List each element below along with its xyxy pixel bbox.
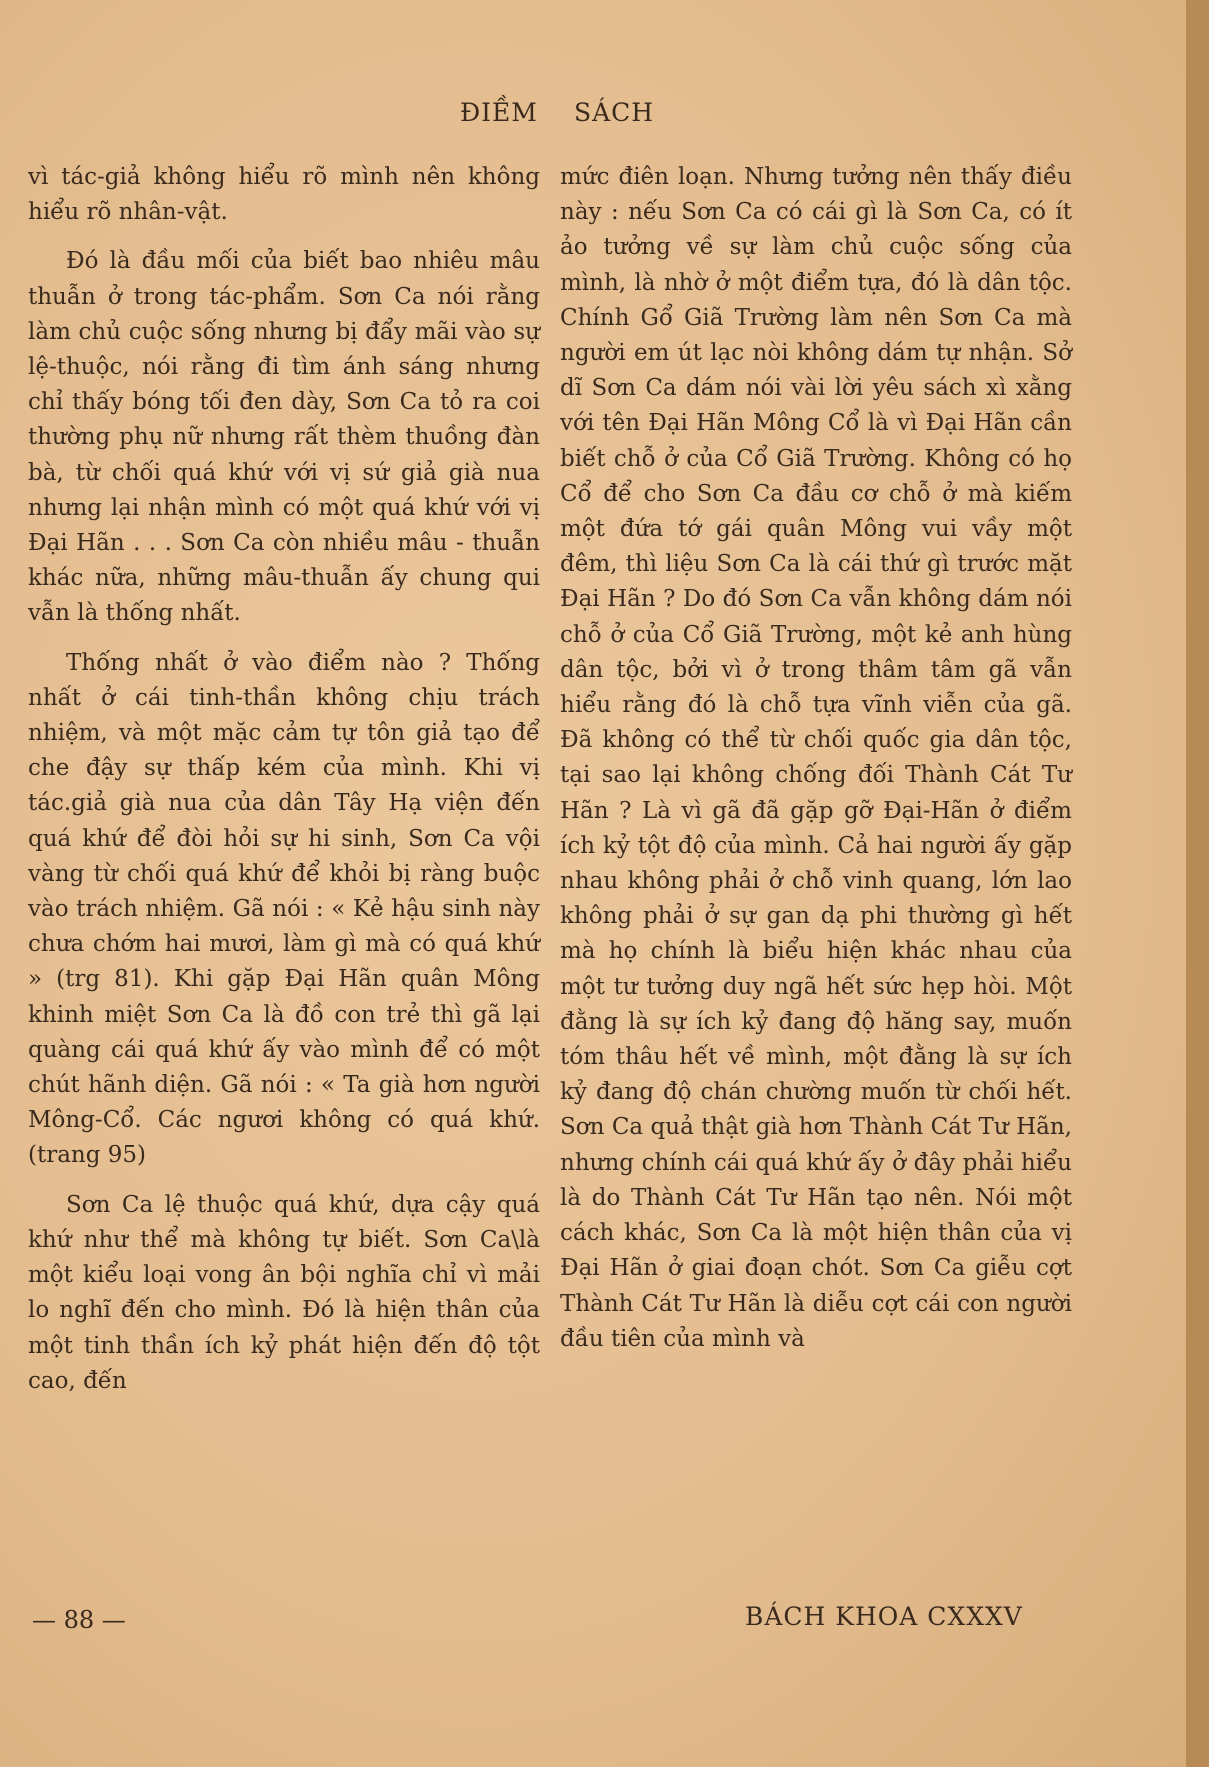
header-left: ĐIỀM	[460, 98, 538, 127]
paragraph: vì tác-giả không hiểu rõ mình nên không hiểu rõ nhân-vật.	[28, 164, 540, 226]
page-number: — 88 —	[32, 1606, 126, 1634]
paragraph: Thống nhất ở vào điểm nào ? Thống nhất ở cái tinh-thần không chịu trách nhiệm, và một mặc cảm tự tôn giả tạo để che đậy sự thấp kém của mình. Khi vị tác.giả già nua của dân Tây Hạ viện đến quá khứ để đòi hỏi sự hi sinh, Sơn Ca vội vàng từ chối quá khứ để khỏi bị ràng buộc vào trách nhiệm. Gã nói : « Kẻ hậu sinh này chưa chớm hai mươi, làm gì mà có quá khứ » (trg 81). Khi gặp Đại Hãn quân Mông khinh miệt Sơn Ca là đồ con trẻ thì gã lại quàng cái quá khứ ấy vào mình để có một chút hãnh diện. Gã nói : « Ta già hơn người Mông-Cổ. Các ngươi không có quá khứ. (trang 95)	[28, 649, 540, 1169]
paragraph: Đó là đầu mối của biết bao nhiêu mâu thuẫn ở trong tác-phẩm. Sơn Ca nói rằng làm chủ cuộc sống nhưng bị đẩy mãi vào sự lệ-thuộc, nói rằng đi tìm ánh sáng nhưng chỉ thấy bóng tối đen dày, Sơn Ca tỏ ra coi thường phụ nữ nhưng rất thèm thuồng đàn bà, từ chối quá khứ với vị sứ giả già nua nhưng lại nhận mình có một quá khứ với vị Đại Hãn . . . Sơn Ca còn nhiều mâu - thuẫn khác nữa, những mâu-thuẫn ấy chung qui vẫn là thống nhất.	[28, 248, 540, 627]
paragraph: mức điên loạn. Nhưng tưởng nên thấy điều này : nếu Sơn Ca có cái gì là Sơn Ca, có ít ảo tưởng về sự làm chủ cuộc sống của mình, là nhờ ở một điểm tựa, đó là dân tộc. Chính Gổ Giã Trường làm nên Sơn Ca mà người em út lạc nòi không dám tự nhận. Sở dĩ Sơn Ca dám nói vài lời yêu sách xì xằng với tên Đại Hãn Mông Cổ là vì Đại Hãn cần biết chỗ ở của Cổ Giã Trường. Không có họ Cổ để cho Sơn Ca đầu cơ chỗ ở mà kiếm một đứa tớ gái quân Mông vui vầy một đêm, thì liệu Sơn Ca là cái thứ gì trước mặt Đại Hãn ? Do đó Sơn Ca vẫn không dám nói chỗ ở của Cổ Giã Trường, một kẻ anh hùng dân tộc, bởi vì ở trong thâm tâm gã vẫn hiểu rằng đó là chỗ tựa vĩnh viễn của gã. Đã không có thể từ chối quốc gia dân tộc, tại sao lại không chống đối Thành Cát Tư Hãn ? Là vì gã đã gặp gỡ Đại-Hãn ở điểm ích kỷ tột độ của mình. Cả hai người ấy gặp nhau không phải ở chỗ vinh quang, lớn lao không phải ở sự gan dạ phi thường gì hết mà họ chính là biểu hiện khác nhau của một tư tưởng duy ngã hết sức hẹp hòi. Một đằng là sự ích kỷ đang độ hăng say, muốn tóm thâu hết về mình, một đằng là sự ích kỷ đang độ chán chường muốn từ chối hết. Sơn Ca quả thật già hơn Thành Cát Tư Hãn, nhưng chính cái quá khứ ấy ở đây phải hiểu là do Thành Cát Tư Hãn tạo nên. Nói một cách khác, Sơn Ca là một hiện thân của vị Đại Hãn ở giai đoạn chót. Sơn Ca giễu cợt Thành Cát Tư Hãn là diễu cợt cái con người đầu tiên của mình và	[560, 164, 1072, 1352]
right-column	[560, 160, 1072, 1357]
magazine-title: BÁCH KHOA CXXXV	[745, 1602, 1023, 1631]
page-edge	[1186, 0, 1209, 1767]
header-right: SÁCH	[574, 98, 655, 127]
paragraph: Sơn Ca lệ thuộc quá khứ, dựa cậy quá khứ như thể mà không tự biết. Sơn Ca\là một kiểu loại vong ân bội nghĩa chỉ vì mải lo nghĩ đến cho mình. Đó là hiện thân của một tinh thần ích kỷ phát hiện đến độ tột cao, đến	[28, 1191, 540, 1394]
left-column	[28, 160, 540, 1399]
